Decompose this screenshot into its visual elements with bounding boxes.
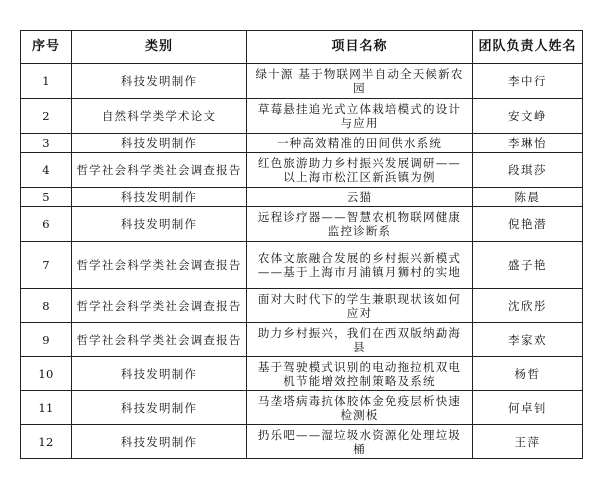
header-leader: 团队负责人姓名: [473, 31, 583, 64]
table-row: [21, 134, 583, 153]
table-row: [21, 188, 583, 207]
cell-title: 助力乡村振兴，我们在西双版纳勐海县: [247, 323, 473, 357]
cell-title: 扔乐吧——湿垃圾水资源化处理垃圾桶: [247, 425, 473, 459]
cell-title: 农体文旅融合发展的乡村振兴新模式——基于上海市月浦镇月狮村的实地: [247, 242, 473, 289]
cell-leader: 王萍: [473, 425, 583, 459]
cell-category: 科技发明制作: [72, 134, 247, 153]
cell-num: 5: [21, 188, 72, 207]
header-num: 序号: [21, 31, 72, 64]
table-row: [21, 153, 583, 188]
cell-category: 科技发明制作: [72, 207, 247, 242]
cell-category: 科技发明制作: [72, 391, 247, 425]
cell-title: 草莓悬挂追光式立体栽培模式的设计与应用: [247, 99, 473, 134]
cell-num: 12: [21, 425, 72, 459]
cell-num: 3: [21, 134, 72, 153]
cell-leader: 倪艳潜: [473, 207, 583, 242]
cell-title: 基于驾驶模式识别的电动拖拉机双电机节能增效控制策略及系统: [247, 357, 473, 391]
cell-title: 云猫: [247, 188, 473, 207]
cell-leader: 段琪莎: [473, 153, 583, 188]
project-list-table-container: [20, 30, 582, 459]
cell-title: 红色旅游助力乡村振兴发展调研——以上海市松江区新浜镇为例: [247, 153, 473, 188]
cell-num: 1: [21, 64, 72, 99]
cell-category: 科技发明制作: [72, 64, 247, 99]
project-list-table: [20, 30, 583, 459]
header-title: 项目名称: [247, 31, 473, 64]
cell-category: 哲学社会科学类社会调查报告: [72, 289, 247, 323]
cell-category: 科技发明制作: [72, 357, 247, 391]
cell-num: 6: [21, 207, 72, 242]
cell-num: 7: [21, 242, 72, 289]
cell-leader: 李中行: [473, 64, 583, 99]
cell-title: 面对大时代下的学生兼职现状该如何应对: [247, 289, 473, 323]
cell-leader: 陈晨: [473, 188, 583, 207]
table-row: [21, 99, 583, 134]
cell-leader: 李琳怡: [473, 134, 583, 153]
table-row: [21, 207, 583, 242]
cell-leader: 何卓钊: [473, 391, 583, 425]
cell-num: 11: [21, 391, 72, 425]
table-row: [21, 391, 583, 425]
cell-num: 4: [21, 153, 72, 188]
cell-title: 绿十源 基于物联网半自动全天候新农园: [247, 64, 473, 99]
table-row: [21, 425, 583, 459]
cell-category: 哲学社会科学类社会调查报告: [72, 153, 247, 188]
cell-category: 自然科学类学术论文: [72, 99, 247, 134]
cell-title: 远程诊疗器——智慧农机物联网健康监控诊断系: [247, 207, 473, 242]
cell-title: 一种高效精准的田间供水系统: [247, 134, 473, 153]
header-category: 类别: [72, 31, 247, 64]
cell-category: 科技发明制作: [72, 425, 247, 459]
cell-leader: 李家欢: [473, 323, 583, 357]
table-body: [21, 64, 583, 459]
cell-leader: 盛子艳: [473, 242, 583, 289]
cell-leader: 沈欣彤: [473, 289, 583, 323]
table-row: [21, 289, 583, 323]
cell-title: 马垄塔病毒抗体胶体金免疫层析快速检测板: [247, 391, 473, 425]
header-row: [21, 31, 583, 64]
table-row: [21, 64, 583, 99]
cell-num: 10: [21, 357, 72, 391]
cell-num: 8: [21, 289, 72, 323]
cell-leader: 杨哲: [473, 357, 583, 391]
cell-category: 科技发明制作: [72, 188, 247, 207]
table-header: [21, 31, 583, 64]
cell-category: 哲学社会科学类社会调查报告: [72, 323, 247, 357]
cell-category: 哲学社会科学类社会调查报告: [72, 242, 247, 289]
table-row: [21, 242, 583, 289]
cell-num: 9: [21, 323, 72, 357]
table-row: [21, 357, 583, 391]
cell-num: 2: [21, 99, 72, 134]
table-row: [21, 323, 583, 357]
cell-leader: 安文峥: [473, 99, 583, 134]
